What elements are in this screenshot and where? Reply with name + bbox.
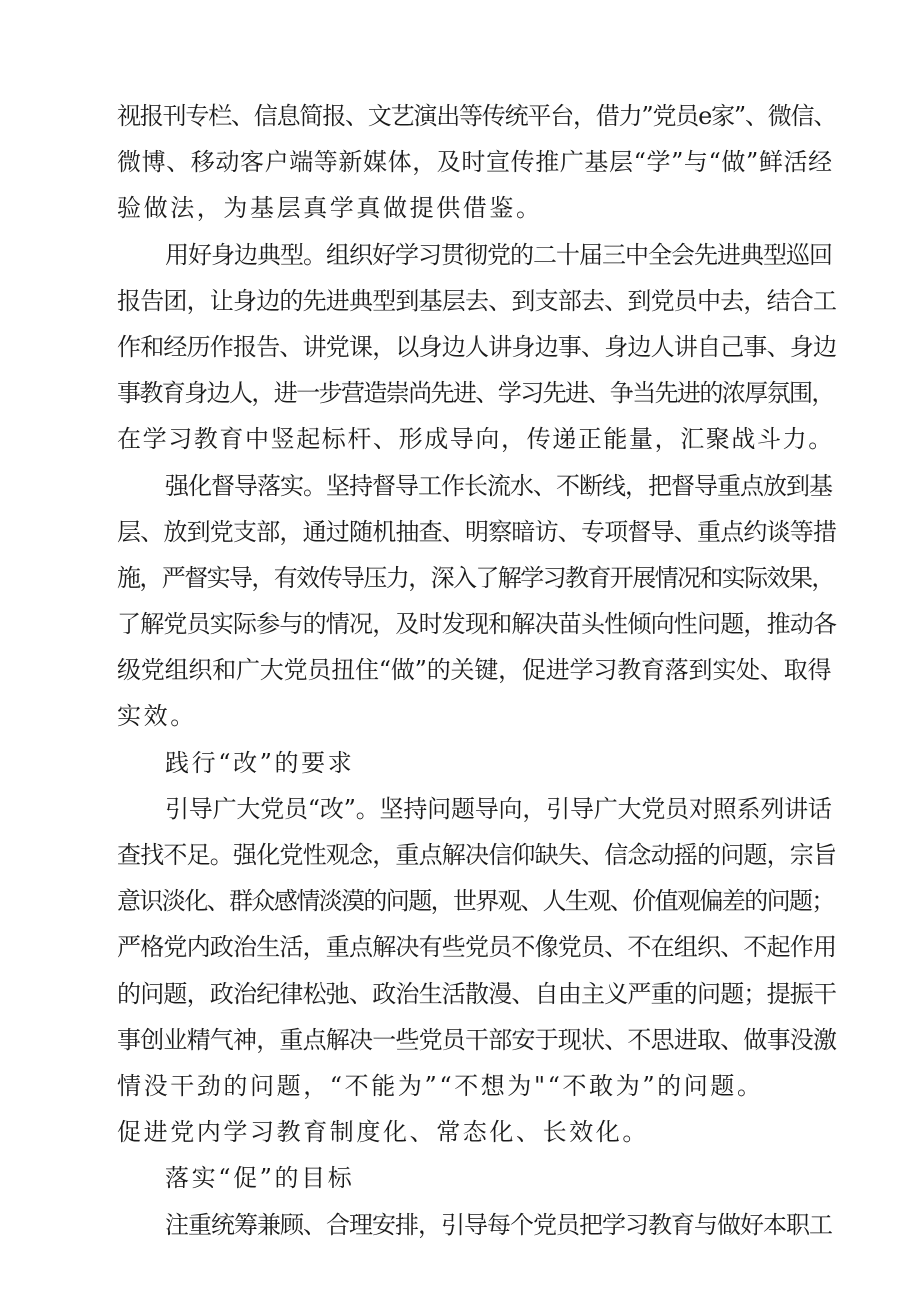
text-line: 报告团，让身边的先进典型到基层去、到支部去、到党员中去，结合工 bbox=[117, 286, 837, 315]
text-line: 层、放到党支部，通过随机抽查、明察暗访、专项督导、重点约谈等措 bbox=[117, 517, 837, 546]
text-line: 在学习教育中竖起标杆、形成导向，传递正能量，汇聚战斗力。 bbox=[117, 425, 834, 454]
text-line: 施，严督实导，有效传导压力，深入了解学习教育开展情况和实际效果， bbox=[117, 563, 834, 592]
text-line: 了解党员实际参与的情况，及时发现和解决苗头性倾向性问题，推动各 bbox=[117, 610, 837, 639]
paragraph-heading-line: 用好身边典型。组织好学习贯彻党的二十届三中全会先进典型巡回 bbox=[165, 240, 832, 269]
document-body bbox=[117, 93, 837, 1248]
text-line: 验做法，为基层真学真做提供借鉴。 bbox=[117, 194, 543, 223]
text-line: 实效。 bbox=[117, 702, 197, 731]
paragraph-heading-line: 引导广大党员“改”。坚持问题导向，引导广大党员对照系列讲话 bbox=[165, 794, 832, 823]
paragraph-heading-line: 注重统筹兼顾、合理安排，引导每个党员把学习教育与做好本职工 bbox=[165, 1210, 832, 1239]
text-line: 级党组织和广大党员扭住“做”的关键，促进学习教育落到实处、取得 bbox=[117, 656, 832, 685]
text-line: 微博、移动客户端等新媒体，及时宣传推广基层“学”与“做”鲜活经 bbox=[117, 148, 833, 177]
text-line: 视报刊专栏、信息简报、文艺演出等传统平台，借力”党员e家”、微信、 bbox=[117, 102, 837, 130]
text-line: 意识淡化、群众感情淡漠的问题，世界观、人生观、价值观偏差的问题； bbox=[117, 887, 834, 916]
text-line: 的问题，政治纪律松弛、政治生活散漫、自由主义严重的问题；提振干 bbox=[117, 979, 837, 1008]
text-line: 事教育身边人，进一步营造崇尚先进、学习先进、争当先进的浓厚氛围， bbox=[117, 379, 834, 408]
text-line: 促进党内学习教育制度化、常态化、长效化。 bbox=[117, 1118, 649, 1147]
section-heading: 落实“促”的目标 bbox=[165, 1164, 355, 1193]
section-heading: 践行“改”的要求 bbox=[165, 748, 355, 777]
text-line: 严格党内政治生活，重点解决有些党员不像党员、不在组织、不起作用 bbox=[117, 933, 837, 962]
text-line: 查找不足。强化党性观念，重点解决信仰缺失、信念动摇的问题，宗旨 bbox=[117, 841, 837, 869]
text-line: 事创业精气神，重点解决一些党员干部安于现状、不思进取、做事没激 bbox=[117, 1025, 837, 1054]
paragraph-heading-line: 强化督导落实。坚持督导工作长流水、不断线，把督导重点放到基 bbox=[165, 471, 832, 500]
text-line: 情没干劲的问题，“不能为”“不想为"“不敢为”的问题。 bbox=[117, 1071, 764, 1100]
text-line: 作和经历作报告、讲党课，以身边人讲身边事、身边人讲自己事、身边 bbox=[117, 332, 837, 361]
